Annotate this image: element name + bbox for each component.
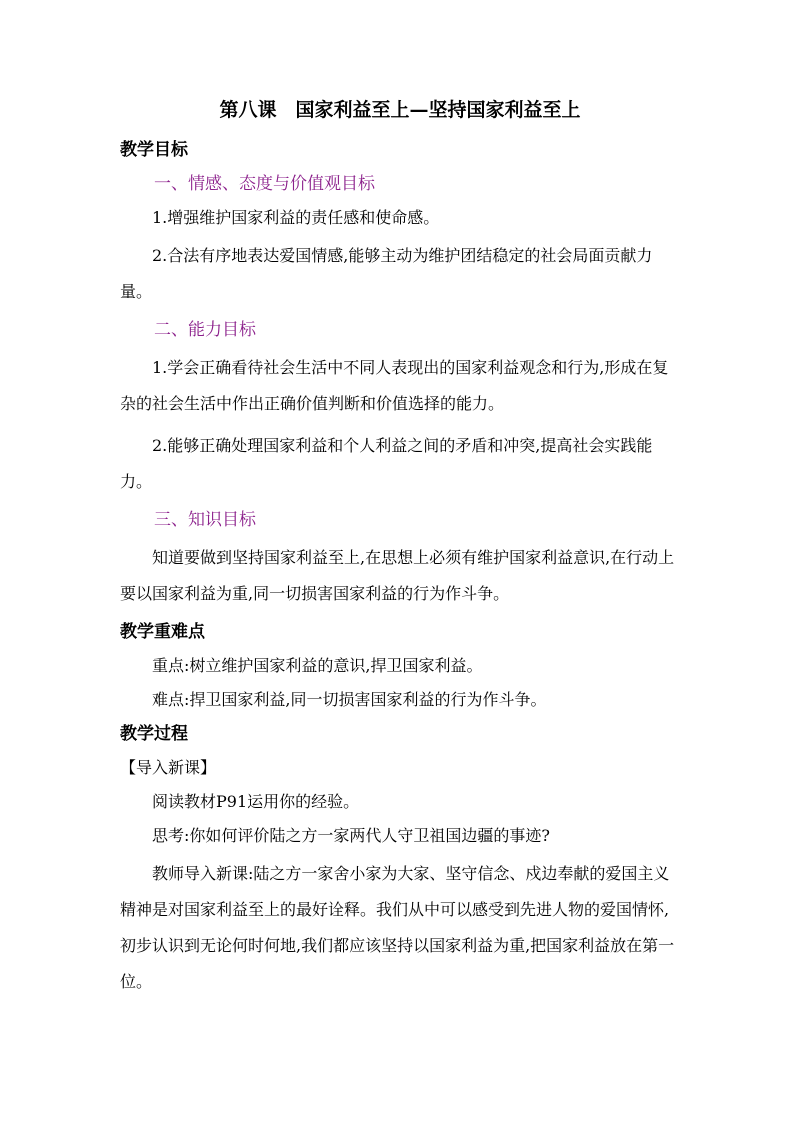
- paragraph: 难点:捍卫国家利益,同一切损害国家利益的行为作斗争。: [152, 690, 547, 709]
- paragraph: 1.学会正确看待社会生活中不同人表现出的国家利益观念和行为,形成在复杂的社会生活中作出正确价值判断和价值选择的能力。: [120, 358, 669, 413]
- bracket-heading-lesson-intro: 【导入新课】: [120, 758, 217, 777]
- paragraph: 2.合法有序地表达爱国情感,能够主动为维护团结稳定的社会局面贡献力量。: [120, 246, 653, 301]
- section-heading-key-difficult-points: 教学重难点: [120, 622, 205, 642]
- paragraph: 1.增强维护国家利益的责任感和使命感。: [152, 208, 440, 227]
- paragraph: 重点:树立维护国家利益的意识,捍卫国家利益。: [152, 656, 483, 675]
- document-content: [120, 96, 680, 1000]
- section-heading-teaching-goals: 教学目标: [120, 140, 188, 160]
- paragraph: 2.能够正确处理国家利益和个人利益之间的矛盾和冲突,提高社会实践能力。: [120, 436, 653, 491]
- paragraph: 阅读教材P91运用你的经验。: [152, 792, 360, 811]
- paragraph: 教师导入新课:陆之方一家舍小家为大家、坚守信念、戍边奉献的爱国主义精神是对国家利益至上的最好诠释。我们从中可以感受到先进人物的爱国情怀,初步认识到无论何时何地,我们都应该坚持以国家利益为重,把国家利益放在第一位。: [120, 864, 675, 991]
- paragraph: 思考:你如何评价陆之方一家两代人守卫祖国边疆的事迹?: [152, 826, 550, 845]
- paragraph: 知道要做到坚持国家利益至上,在思想上必须有维护国家利益意识,在行动上要以国家利益为重,同一切损害国家利益的行为作斗争。: [120, 548, 675, 603]
- subheading-knowledge-goals: 三、知识目标: [154, 510, 256, 530]
- subheading-emotion-attitude-values: 一、情感、态度与价值观目标: [154, 174, 375, 194]
- section-heading-teaching-process: 教学过程: [120, 724, 188, 744]
- document-title: 第八课 国家利益至上—坚持国家利益至上: [219, 99, 581, 121]
- subheading-ability-goals: 二、能力目标: [154, 320, 256, 340]
